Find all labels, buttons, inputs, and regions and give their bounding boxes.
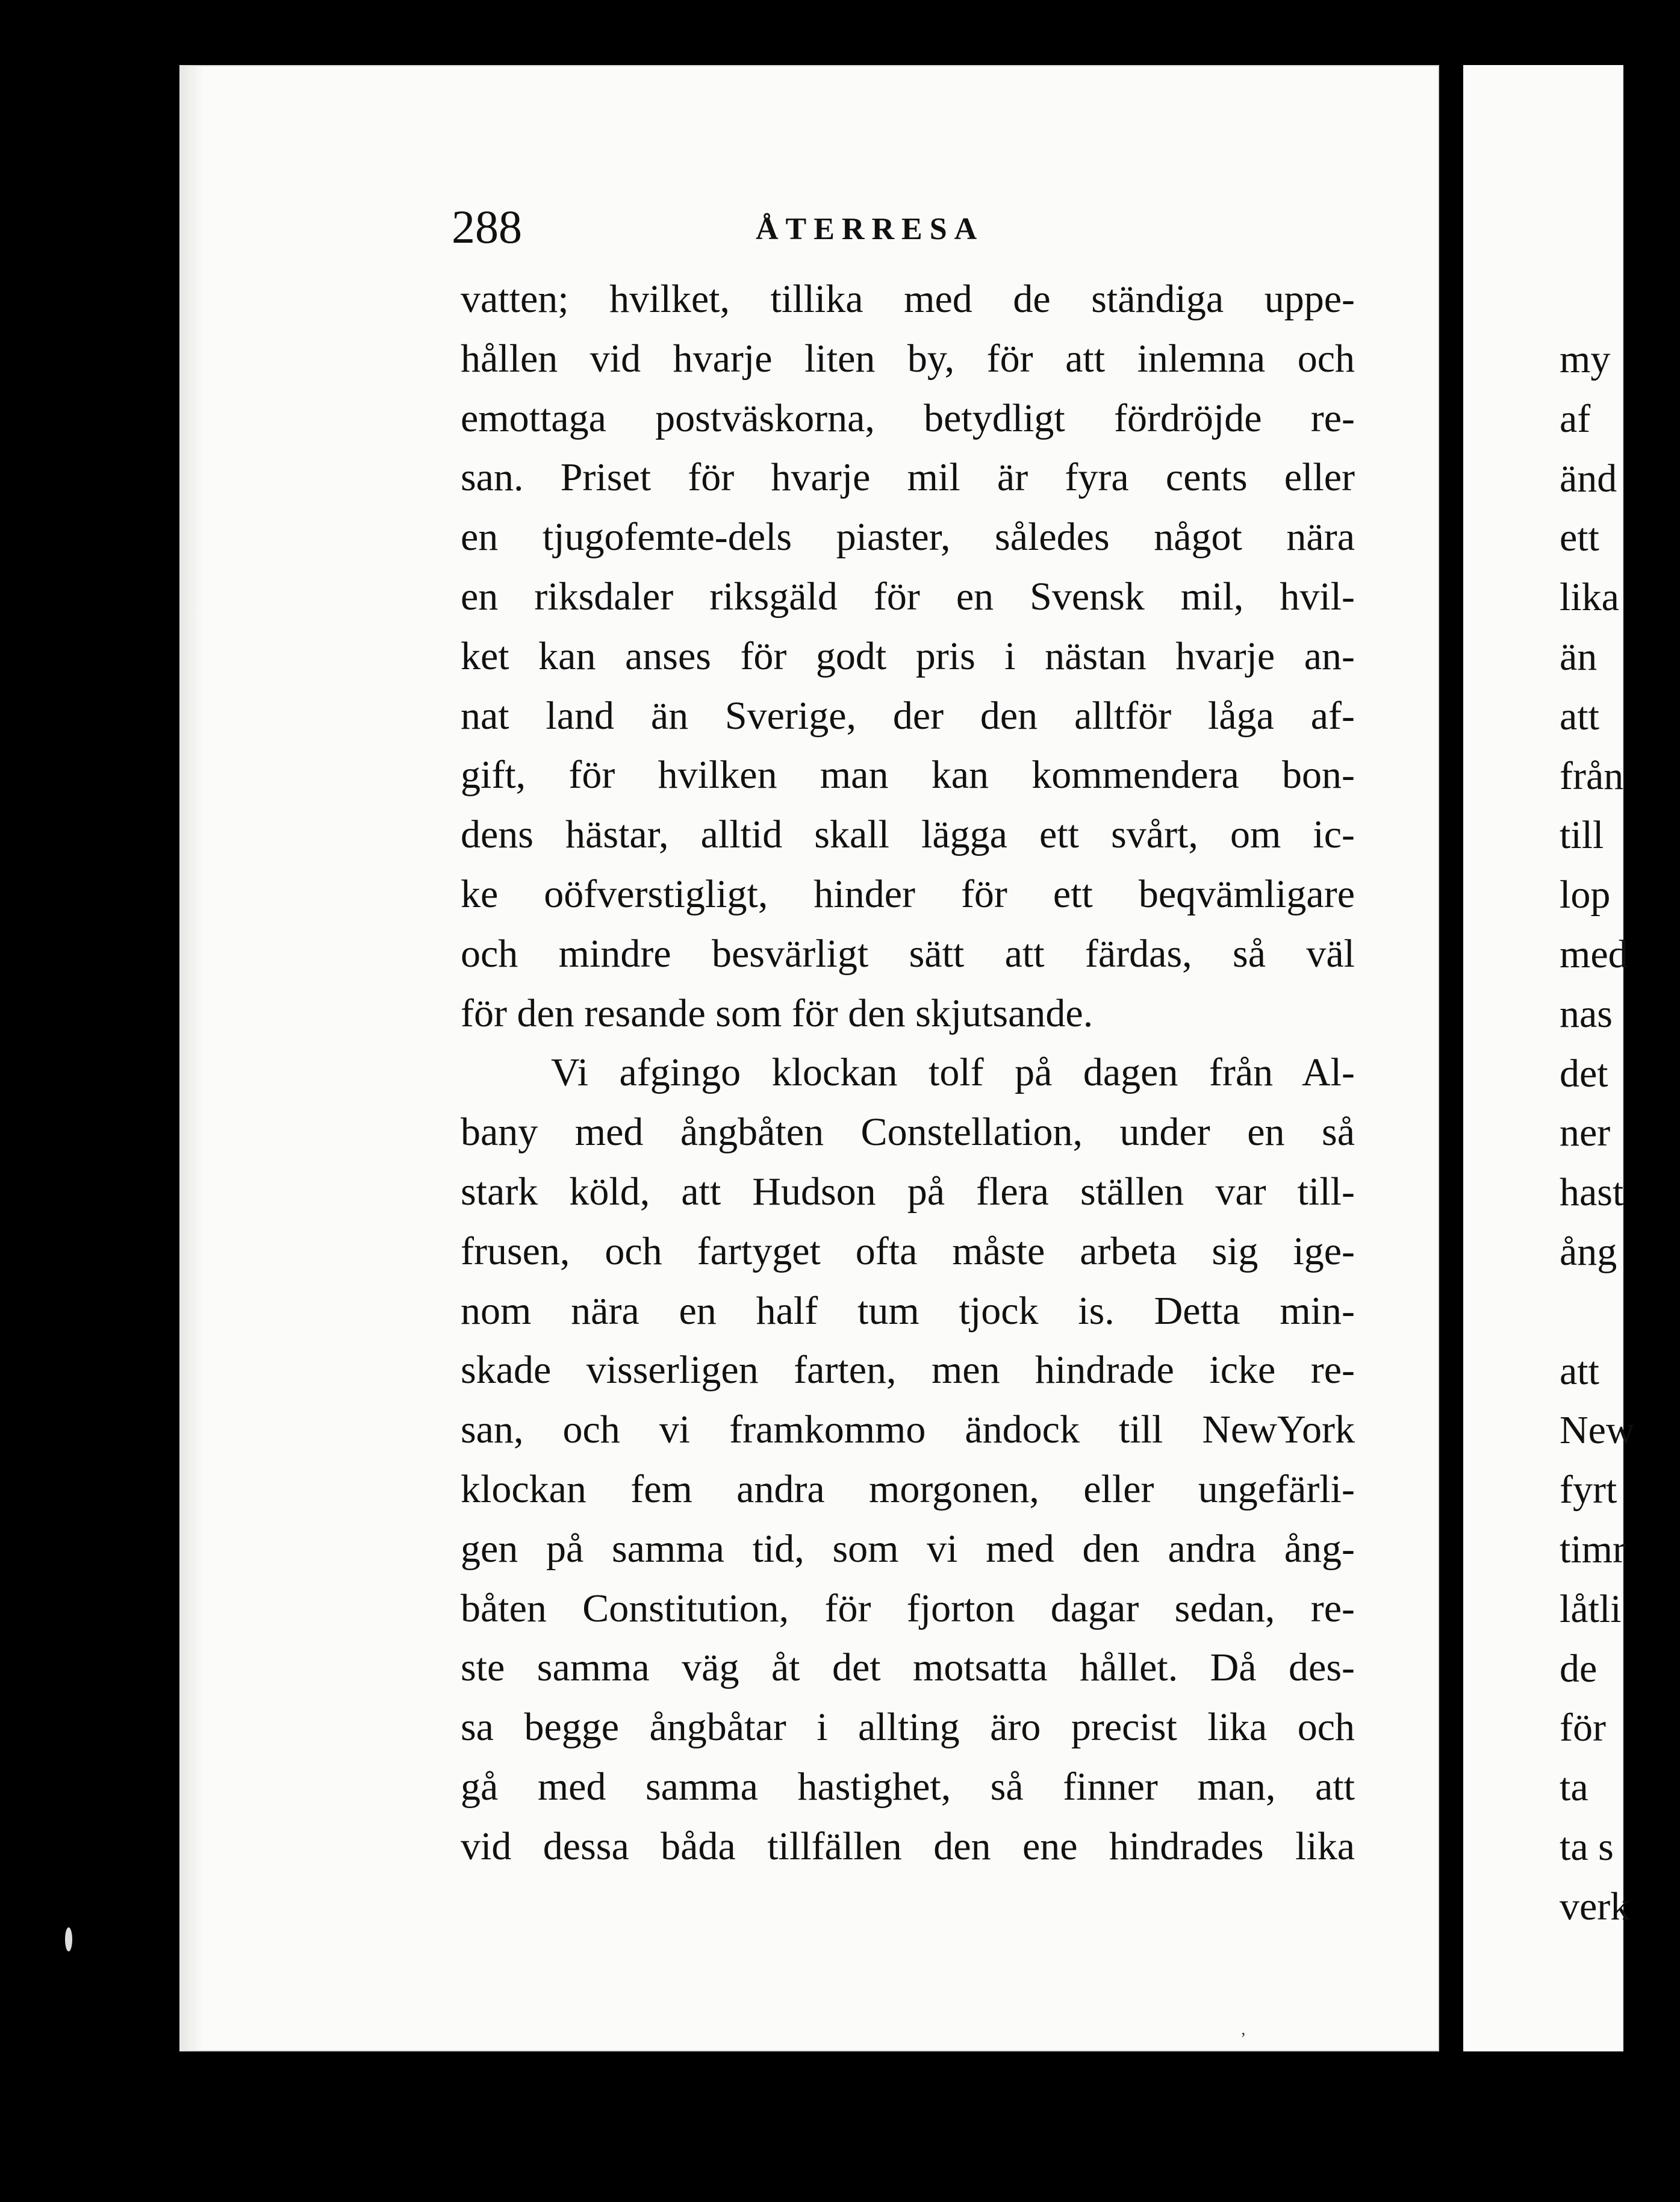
facing-line: timr [1560, 1527, 1626, 1571]
text-line: frusen, och fartyget ofta måste arbeta sig ige- [461, 1229, 1355, 1273]
facing-line: från [1560, 753, 1624, 798]
text-line: ste samma väg åt det motsatta hållet. Då des- [461, 1645, 1355, 1690]
text-line: bany med ångbåten Constellation, under en så [461, 1110, 1355, 1155]
facing-line: ner [1560, 1111, 1611, 1155]
text-line: båten Constitution, för fjorton dagar sedan, re- [461, 1586, 1355, 1630]
text-line: vid dessa båda tillfällen den ene hindrades lika [461, 1824, 1355, 1868]
scan-blemish [65, 1927, 72, 1951]
facing-line: låtli [1560, 1586, 1622, 1631]
text-line: för den resande som för den skjutsande. [461, 991, 1094, 1035]
facing-line: de [1560, 1646, 1598, 1691]
text-line: gå med samma hastighet, så finner man, att [461, 1764, 1355, 1809]
facing-line: att [1560, 694, 1599, 738]
text-line: vatten; hvilket, tillika med de ständiga uppe- [461, 277, 1355, 321]
stray-mark: ’ [1240, 2030, 1246, 2048]
text-line: gen på samma tid, som vi med den andra ång- [461, 1526, 1355, 1571]
text-line: nat land än Sverige, der den alltför låga af- [461, 693, 1355, 738]
body-text [461, 270, 1355, 1877]
text-line: ke oöfverstigligt, hinder för ett beqvämligare [461, 872, 1355, 916]
facing-line: my [1560, 337, 1611, 381]
facing-page-text [1560, 330, 1680, 1937]
facing-line: att [1560, 1349, 1599, 1393]
text-line: Vi afgingo klockan tolf på dagen från Al- [551, 1050, 1355, 1095]
facing-line: än [1560, 634, 1598, 679]
text-line: en riksdaler riksgäld för en Svensk mil, hvil- [461, 574, 1355, 619]
page-number: 288 [452, 201, 522, 253]
text-line: san. Priset för hvarje mil är fyra cents eller [461, 455, 1355, 500]
facing-line: hast [1560, 1170, 1624, 1215]
facing-page [1463, 65, 1635, 2051]
text-line: gift, för hvilken man kan kommendera bon- [461, 753, 1355, 797]
text-line: san, och vi framkommo ändock till NewYork [461, 1408, 1355, 1452]
text-line: dens hästar, alltid skall lägga ett svårt, om ic- [461, 812, 1355, 857]
text-line: och mindre besvärligt sätt att färdas, så väl [461, 931, 1355, 976]
text-line: stark köld, att Hudson på flera ställen var till- [461, 1169, 1355, 1214]
facing-line: änd [1560, 456, 1617, 501]
facing-line: af [1560, 396, 1591, 441]
text-line: en tjugofemte-dels piaster, således något nära [461, 515, 1355, 560]
facing-line: ång [1560, 1229, 1617, 1274]
text-line: skade visserligen farten, men hindrade icke re- [461, 1348, 1355, 1393]
facing-line: lika [1560, 575, 1619, 620]
facing-line: fyrt [1560, 1468, 1617, 1512]
text-line: ket kan anses för godt pris i nästan hvarje an- [461, 634, 1355, 678]
text-line: nom nära en half tum tjock is. Detta min- [461, 1288, 1355, 1333]
facing-line: till [1560, 813, 1604, 858]
text-line: klockan fem andra morgonen, eller ungefärli- [461, 1467, 1355, 1511]
facing-line: ett [1560, 516, 1599, 560]
page-edge-shadow [179, 65, 204, 2051]
page-header [277, 200, 1355, 254]
facing-line: ta s [1560, 1824, 1614, 1869]
facing-line: New [1560, 1408, 1635, 1453]
facing-line: verk [1560, 1884, 1631, 1929]
facing-line: med [1560, 932, 1628, 976]
text-line: hållen vid hvarje liten by, för att inlemna och [461, 336, 1355, 381]
text-line: sa begge ångbåtar i allting äro precist lika och [461, 1705, 1355, 1750]
text-line: emottaga postväskorna, betydligt fördröjde re- [461, 396, 1355, 440]
facing-line: nas [1560, 991, 1613, 1036]
facing-line: ta [1560, 1765, 1588, 1810]
running-head: ÅTERRESA [756, 212, 985, 246]
facing-line: lop [1560, 873, 1611, 917]
facing-line [1560, 1282, 1680, 1342]
facing-line: det [1560, 1051, 1608, 1096]
facing-line: för [1560, 1706, 1606, 1750]
